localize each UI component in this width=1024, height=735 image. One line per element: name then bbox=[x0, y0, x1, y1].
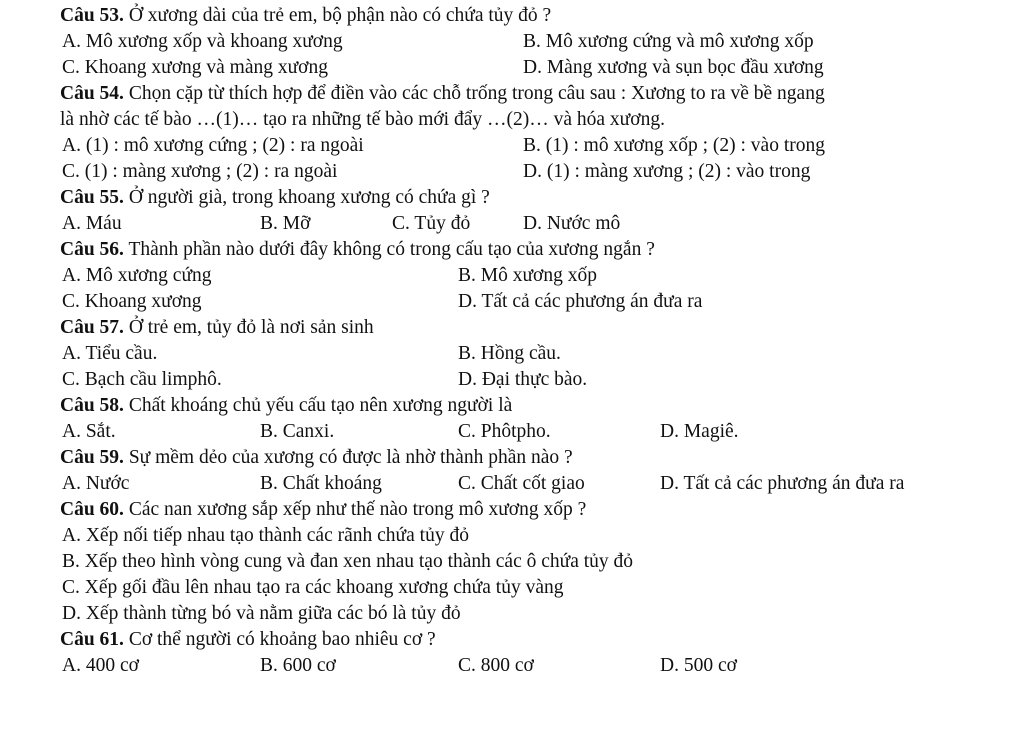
question-number: Câu 55. bbox=[60, 187, 124, 208]
question-stem bbox=[0, 4, 1024, 30]
question-number: Câu 58. bbox=[60, 395, 124, 416]
option-row bbox=[0, 264, 1024, 290]
option-a: A. 400 cơ bbox=[62, 655, 139, 676]
option-row bbox=[0, 212, 1024, 238]
question-59 bbox=[0, 446, 1024, 498]
question-58 bbox=[0, 394, 1024, 446]
option-a: A. Sắt. bbox=[62, 421, 116, 442]
option-row bbox=[0, 342, 1024, 368]
question-57 bbox=[0, 316, 1024, 394]
option-d: D. 500 cơ bbox=[660, 655, 737, 676]
option-d: D. Nước mô bbox=[523, 213, 621, 234]
option-a: A. Nước bbox=[62, 473, 130, 494]
question-number: Câu 53. bbox=[60, 5, 124, 26]
question-53 bbox=[0, 4, 1024, 82]
option-a: A. (1) : mô xương cứng ; (2) : ra ngoài bbox=[62, 135, 364, 156]
option-b: B. Mỡ bbox=[260, 213, 311, 234]
option-b: B. (1) : mô xương xốp ; (2) : vào trong bbox=[523, 135, 825, 156]
question-55 bbox=[0, 186, 1024, 238]
option-d: D. Xếp thành từng bó và nằm giữa các bó là tủy đỏ bbox=[62, 603, 461, 624]
option-c: C. Khoang xương và màng xương bbox=[62, 57, 328, 78]
option-a: A. Xếp nối tiếp nhau tạo thành các rãnh chứa tủy đỏ bbox=[62, 525, 469, 546]
question-text: Sự mềm dẻo của xương có được là nhờ thành phần nào ? bbox=[123, 447, 573, 468]
option-a: A. Máu bbox=[62, 213, 122, 234]
option-c: C. 800 cơ bbox=[458, 655, 534, 676]
option-b: B. Xếp theo hình vòng cung và đan xen nhau tạo thành các ô chứa tủy đỏ bbox=[62, 551, 634, 572]
question-stem bbox=[0, 498, 1024, 524]
option-c: C. Bạch cầu limphô. bbox=[62, 369, 222, 390]
option-row bbox=[0, 134, 1024, 160]
question-number: Câu 56. bbox=[60, 239, 124, 260]
question-stem bbox=[0, 446, 1024, 472]
option-c: C. Khoang xương bbox=[62, 291, 202, 312]
option-c: C. Phôtpho. bbox=[458, 421, 551, 442]
question-number: Câu 60. bbox=[60, 499, 124, 520]
question-stem bbox=[0, 316, 1024, 342]
question-text: Các nan xương sắp xếp như thế nào trong mô xương xốp ? bbox=[123, 499, 587, 520]
option-b: B. Hồng cầu. bbox=[458, 343, 561, 364]
option-row bbox=[0, 654, 1024, 680]
question-stem bbox=[0, 394, 1024, 420]
question-text: Chất khoáng chủ yếu cấu tạo nên xương người là bbox=[123, 395, 513, 416]
question-number: Câu 54. bbox=[60, 83, 124, 104]
question-text: Chọn cặp từ thích hợp để điền vào các chỗ trống trong câu sau : Xương to ra về bề ngang bbox=[123, 83, 825, 104]
question-number: Câu 61. bbox=[60, 629, 124, 650]
question-number: Câu 59. bbox=[60, 447, 124, 468]
option-row bbox=[0, 368, 1024, 394]
question-stem bbox=[0, 186, 1024, 212]
option-b: B. 600 cơ bbox=[260, 655, 336, 676]
option-a: A. Mô xương cứng bbox=[62, 265, 212, 286]
option-c: C. Xếp gối đầu lên nhau tạo ra các khoang xương chứa tủy vàng bbox=[62, 577, 564, 598]
question-61 bbox=[0, 628, 1024, 680]
question-text: Ở người già, trong khoang xương có chứa gì ? bbox=[123, 187, 490, 208]
option-row bbox=[0, 160, 1024, 186]
option-d: D. (1) : màng xương ; (2) : vào trong bbox=[523, 161, 811, 182]
question-stem bbox=[0, 628, 1024, 654]
question-stem bbox=[0, 238, 1024, 264]
question-60 bbox=[0, 498, 1024, 628]
option-a: A. Mô xương xốp và khoang xương bbox=[62, 31, 343, 52]
option-row bbox=[0, 56, 1024, 82]
question-number: Câu 57. bbox=[60, 317, 124, 338]
question-text: Cơ thể người có khoảng bao nhiêu cơ ? bbox=[123, 629, 436, 650]
option-row bbox=[0, 290, 1024, 316]
option-d: D. Tất cả các phương án đưa ra bbox=[660, 473, 905, 494]
option-b: B. Mô xương xốp bbox=[458, 265, 597, 286]
question-text-continued: là nhờ các tế bào …(1)… tạo ra những tế bào mới đẩy …(2)… và hóa xương. bbox=[60, 109, 665, 130]
option-d: D. Magiê. bbox=[660, 421, 739, 442]
option-b: B. Canxi. bbox=[260, 421, 335, 442]
question-text: Ở xương dài của trẻ em, bộ phận nào có chứa tủy đỏ ? bbox=[123, 5, 552, 26]
option-c: C. Chất cốt giao bbox=[458, 473, 585, 494]
option-d: D. Đại thực bào. bbox=[458, 369, 588, 390]
option-c: C. (1) : màng xương ; (2) : ra ngoài bbox=[62, 161, 338, 182]
option-b: B. Chất khoáng bbox=[260, 473, 382, 494]
option-d: D. Màng xương và sụn bọc đầu xương bbox=[523, 57, 824, 78]
option-a: A. Tiểu cầu. bbox=[62, 343, 158, 364]
option-c: C. Tủy đỏ bbox=[392, 213, 471, 234]
option-row bbox=[0, 472, 1024, 498]
question-text: Thành phần nào dưới đây không có trong cấu tạo của xương ngắn ? bbox=[123, 239, 655, 260]
question-56 bbox=[0, 238, 1024, 316]
question-stem bbox=[0, 82, 1024, 108]
option-row bbox=[0, 30, 1024, 56]
option-row bbox=[0, 420, 1024, 446]
question-text: Ở trẻ em, tủy đỏ là nơi sản sinh bbox=[123, 317, 374, 338]
option-b: B. Mô xương cứng và mô xương xốp bbox=[523, 31, 814, 52]
option-d: D. Tất cả các phương án đưa ra bbox=[458, 291, 703, 312]
question-54 bbox=[0, 82, 1024, 186]
